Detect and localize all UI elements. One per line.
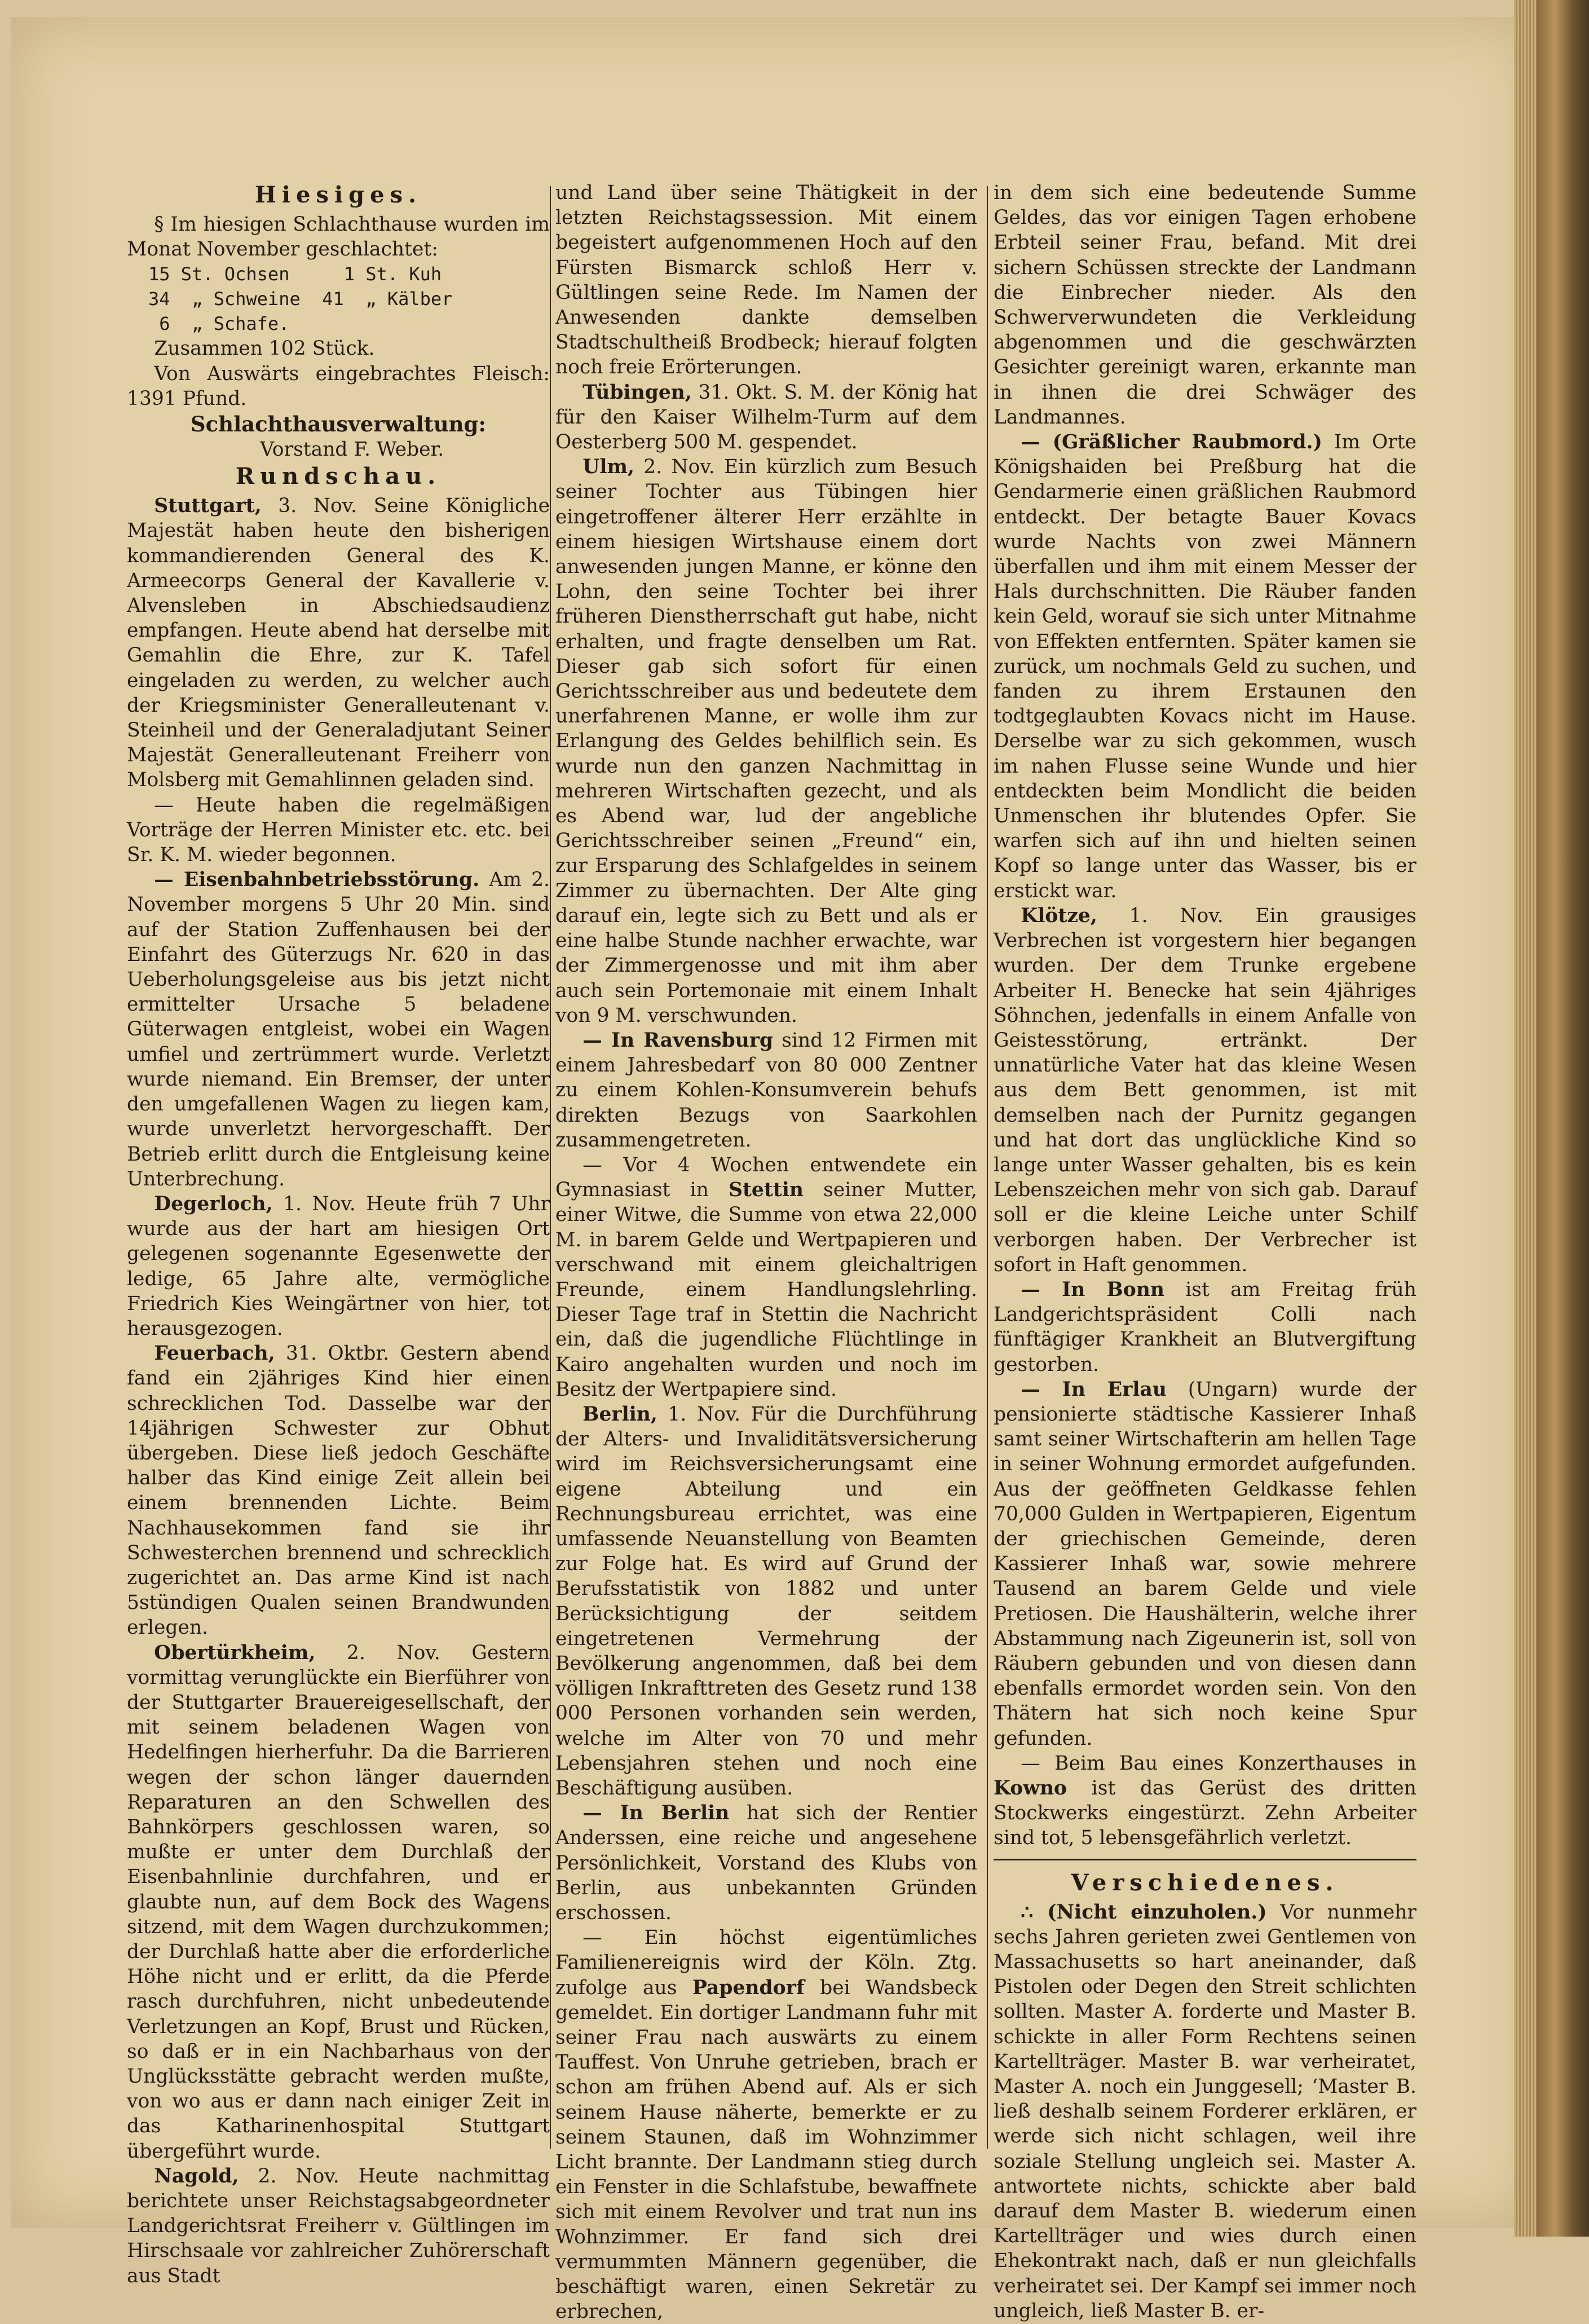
dateline: — Eisenbahnbetriebsstörung. [154, 868, 480, 892]
article-body: ist das Gerüst des dritten Stockwerks eingestürzt. Zehn Arbeiter sind tot, 5 lebensgefährlich verletzt. [994, 1777, 1416, 1850]
article-eisenbahn [127, 867, 550, 1192]
article-feuerbach [127, 1341, 550, 1640]
column-3 [994, 180, 1416, 2323]
article-ulm [555, 455, 977, 1028]
article-ravensburg [555, 1028, 977, 1153]
dateline: Papendorf [692, 1976, 805, 1999]
article-degerloch [127, 1192, 550, 1341]
dateline: Berlin, [582, 1403, 657, 1426]
dateline: Klötze, [1021, 904, 1097, 927]
article-nicht-einzuholen [994, 1900, 1416, 2323]
book-spine [1537, 0, 1589, 2237]
article-berlin-rentier [555, 1801, 977, 1925]
article-body: Vor nunmehr sechs Jahren gerieten zwei Gentlemen von Massachusetts so hart aneinander, daß Pistolen oder Degen den Streit schlichten sollten. Master A. forderte und Master B. schickte in aller Form Rechtens seinen Kartellträger. Master B. war verheiratet, Master A. noch ein Junggesell; ‘Master B. ließ deshalb seinem Forderer erklären, er werde sich nicht schlagen, weil ihre soziale Stellung ungleich sei. Master A. antwortete nichts, schickte aber bald darauf dem Master B. wiederum einen Kartellträger und wies durch einen Ehekontrakt nach, daß er nun gleichfalls verheiratet sei. Der Kampf sei immer noch ungleich, ließ Master B. er- [994, 1900, 1416, 2322]
article-body: 3. Nov. Seine Königliche Majestät haben heute den bisherigen kommandierenden General des K. Armeecorps General der Kavallerie v. Alvensleben in Abschiedsaudienz empfangen. Heute abend hat derselbe mit Gemahlin die Ehre, zur K. Tafel eingeladen zu werden, zu welcher auch der Kriegsminister Generalleutenant v. Steinheil und der Generaladjutant Seiner Majestät Generalleutenant Freiherr von Molsberg mit Gemahlinnen geladen sind. [127, 495, 550, 792]
imported-meat: Von Auswärts eingebrachtes Fleisch: 1391 Pfund. [127, 362, 550, 410]
article-body: 2. Nov. Heute nachmittag berichtete unser Reichstagsabgeordneter Landgerichtsrat Freiherr v. Gültlingen im Hirschsaale vor zahlreicher Zuhörerschaft aus Stadt [127, 2164, 550, 2287]
article-body: 2. Nov. Gestern vormittag verunglückte ein Bierführer von der Stuttgarter Brauereigesellschaft, der mit seinem beladenen Wagen von Hedelfingen hierherfuhr. Da die Barrieren wegen der schon länger dauernden Reparaturen an den Schwellen des Bahnkörpers geschlossen waren, so mußte er unter dem Durchlaß der Eisenbahnlinie durchfahren, und er glaubte nun, auf dem Bock des Wagens sitzend, mit dem Wagen durchzukommen; der Durchlaß hatte aber die erforderliche Höhe nicht und er erlitt, da die Pferde rasch durchfuhren, nicht unbedeutende Verletzungen an Kopf, Brust und Rücken, so daß er in ein Nachbarhaus von der Unglücksstätte gebracht werden mußte, von wo aus er dann nach einiger Zeit in das Katharinenhospital Stuttgart übergeführt wurde. [127, 1641, 550, 2163]
dateline: Tübingen, [582, 381, 692, 404]
dateline: Ulm, [582, 456, 635, 479]
slaughter-table [127, 262, 550, 336]
article-body: bei Wandsbeck gemeldet. Ein dortiger Landmann fuhr mit seiner Frau nach auswärts zu einem Tauffest. Von Unruhe getrieben, brach er schon am frühen Abend auf. Als er sich seinem Hause näherte, bemerkte er zu seinem Staunen, daß im Wohnzimmer Licht brannte. Der Landmann stieg durch ein Fenster in die Schlafstube, bewaffnete sich mit einem Revolver und trat nun ins Wohnzimmer. Er fand sich drei vermummten Männern gegenüber, die beschäftigt waren, einen Sekretär zu erbrechen, [555, 1976, 977, 2323]
dateline: — In Bonn [1021, 1278, 1164, 1301]
dateline: Nagold, [154, 2164, 239, 2188]
section-heading-verschiedenes: Verschiedenes. [1071, 1869, 1339, 1896]
article-raubmord [994, 430, 1416, 903]
article-body: (Ungarn) wurde der pensionierte städtische Kassierer Inhaß samt seiner Wirtschafterin am hellen Tage in seiner Wohnung ermordet aufgefunden. Aus der geöffneten Geldkasse fehlen 70,000 Gulden in Wertpapieren, Eigentum der griechischen Gemeinde, deren Kassierer Inhaß war, sowie mehrere Tausend an barem Gelde und viele Pretiosen. Die Haushälterin, welche ihrer Abstammung nach Zigeunerin ist, soll von Räubern gebunden und von diesen dann ebenfalls ermordet worden sein. Von den Thätern hat sich noch keine Spur gefunden. [994, 1378, 1417, 1750]
article-nagold [127, 2164, 550, 2288]
article-papendorf-cont: in dem sich eine bedeutende Summe Geldes, das vor einigen Tagen erhobene Erbteil seiner Frau, befand. Mit drei sichern Schüssen streckte der Landmann die Einbrecher nieder. Als den Schwerverwundeten die Verkleidung abgenommen und die geschwärzten Gesichter gereinigt waren, erkannte man in ihnen die drei Schwäger des Landmannes. [994, 182, 1416, 429]
article-body: hat sich der Rentier Anderssen, eine reiche und angesehene Persönlichkeit, Vorstand des Klubs von Berlin, aus unbekannten Gründen erschossen. [555, 1802, 977, 1925]
dateline: ∴ (Nicht einzuholen.) [1021, 1900, 1267, 1924]
article-body: Im Orte Königshaiden bei Preßburg hat die Gendarmerie einen gräßlichen Raubmord entdeckt. Der betagte Bauer Kovacs wurde Nachts von zwei Männern überfallen und ihm mit einem Messer der Hals durchschnitten. Die Räuber fanden kein Geld, worauf sie sich unter Mitnahme von Effekten entfernten. Später kamen sie zurück, um nochmals Geld zu suchen, und fanden zu ihrem Erstaunen den todtgeglaubten Kovacs nicht im Hause. Derselbe war zu sich gekommen, wusch im nahen Flusse seine Wunde und hier entdeckten beim Mondlicht die beiden Unmenschen ihr blutendes Opfer. Sie warfen sich auf ihn und hielten seinen Kopf so lange unter das Wasser, bis er erstickt war. [994, 431, 1416, 902]
dateline: — In Erlau [1021, 1378, 1167, 1401]
dateline: Obertürkheim, [154, 1641, 316, 1664]
article-body: 2. Nov. Ein kürzlich zum Besuch seiner Tochter aus Tübingen hier eingetroffener älterer Herr erzählte in einem hiesigen Wirtshause einem dort anwesenden jungen Manne, er könne den Lohn, den seine Tochter bei ihrer früheren Dienstherrschaft gut habe, nicht erhalten, und fragte denselben um Rat. Dieser gab sich sofort für einen Gerichtsschreiber aus und bedeutete dem unerfahrenen Manne, er wolle ihm zur Erlangung des Geldes behilflich sein. Es wurde nun den ganzen Nachmittag in mehreren Wirtschaften gezecht, und als es Abend war, lud der angebliche Gerichtsschreiber seinen „Freund“ ein, zur Ersparung des Schlafgeldes in seinem Zimmer zu übernachten. Der Alte ging darauf ein, legte sich zu Bett und als er eine halbe Stunde nachher erwachte, war der Zimmergenosse und mit ihm aber auch sein Portemonaie mit einem Inhalt von 9 M. verschwunden. [555, 456, 977, 1027]
article-body: 31. Okt. S. M. der König hat für den Kaiser Wilhelm-Turm auf dem Oesterberg 500 M. gespendet. [555, 381, 977, 454]
dateline: Stettin [729, 1179, 804, 1202]
article-body: sind 12 Firmen mit einem Jahresbedarf von 80 000 Zentner zu einem Kohlen-Konsumverein behufs direkten Bezugs von Saarkohlen zusammengetreten. [555, 1029, 977, 1152]
article-body: seiner Mutter, einer Witwe, die Summe von etwa 22,000 M. in barem Gelde und Wertpapieren und verschwand mit einem gleichaltrigen Freunde, einem Handlungslehrling. Dieser Tage traf in Stettin die Nachricht ein, daß die jugendliche Flüchtlinge in Kairo angehalten wurden und noch im Besitz der Wertpapiere sind. [555, 1179, 977, 1401]
dateline: — In Ravensburg [582, 1029, 774, 1052]
article-body: — Ein höchst eigentümliches Familienereignis wird der Köln. Ztg. zufolge aus [555, 1926, 977, 1999]
table-row: 6 „ Schafe. [148, 313, 290, 335]
column-rule-2 [987, 186, 988, 2149]
article-kloetze [994, 903, 1416, 1277]
article-body: — Vor 4 Wochen entwendete ein Gymnasiast in [555, 1153, 977, 1202]
table-row: 15 St. Ochsen 1 St. Kuh [148, 263, 442, 285]
article-erlau [994, 1377, 1416, 1751]
dateline: — (Gräßlicher Raubmord.) [1021, 431, 1322, 454]
column-1 [127, 180, 550, 2288]
article-body: — Beim Bau eines Konzerthauses in [1021, 1752, 1416, 1775]
article-stuttgart [127, 493, 550, 792]
section-heading-rundschau: Rundschau. [235, 463, 442, 490]
dateline: Stuttgart, [154, 495, 262, 518]
article-stettin [555, 1153, 977, 1402]
table-row: 34 „ Schweine 41 „ Kälber [148, 288, 453, 310]
section-heading-hiesiges: Hiesiges. [254, 182, 422, 208]
article-body: Am 2. November morgens 5 Uhr 20 Min. sind auf der Station Zuffenhausen bei der Einfahrt des Güterzugs Nr. 620 in das Ueberholungsgeleise aus bis jetzt nicht ermittelter Ursache 5 beladene Güterwagen entgleist, wobei ein Wagen umfiel und zertrümmert wurde. Verletzt wurde niemand. Ein Bremser, der unter den umgefallenen Wagen zu liegen kam, wurde unverletzt hervorgeschafft. Der Betrieb erlitt durch die Entgleisung keine Unterbrechung. [127, 868, 550, 1190]
column-2 [555, 180, 977, 2324]
article-body: 1. Nov. Ein grausiges Verbrechen ist vorgestern hier begangen wurden. Der dem Trunke ergebene Arbeiter H. Benecke hat sein 4jähriges Söhnchen, jedenfalls in einem Anfalle von Geistesstörung, ertränkt. Der unnatürliche Vater hat das kleine Wesen aus dem Bett genommen, ist mit demselben nach der Purnitz gegangen und hat dort das unglückliche Kind so lange unter Wasser gehalten, bis es kein Lebenszeichen mehr von sich gab. Darauf soll er die kleine Leiche unter Schilf verborgen haben. Der Verbrecher ist sofort in Haft genommen. [994, 904, 1416, 1276]
article-vortraege: — Heute haben die regelmäßigen Vorträge der Herren Minister etc. etc. bei Sr. K. M. wieder begonnen. [127, 793, 550, 867]
article-schlachthaus-intro: § Im hiesigen Schlachthause wurden im Monat November geschlachtet: [127, 213, 550, 261]
article-body: 1. Nov. Für die Durchführung der Alters- und Invaliditätsversicherung wird im Reichsversicherungsamt eine eigene Abteilung und ein Rechnungsbureau errichtet, was eine umfassende Neuanstellung von Beamten zur Folge hat. Es wird auf Grund der Berufsstatistik von 1882 und unter Berücksichtigung der seitdem eingetretenen Vermehrung der Bevölkerung angenommen, daß bei dem völligen Inkrafttreten des Gesetz rund 138 000 Personen vorhanden sein werden, welche im Alter von 70 und mehr Lebensjahren stehen und noch eine Beschäftigung ausüben. [555, 1403, 977, 1800]
column-rule-1 [550, 186, 551, 2149]
section-divider [994, 1859, 1416, 1860]
article-obertuerkheim [127, 1641, 550, 2164]
article-kowno [994, 1751, 1416, 1851]
dateline: Kowno [994, 1777, 1067, 1800]
article-body: ist am Freitag früh Landgerichtspräsident Colli nach fünftägiger Krankheit an Blutvergiftung gestorben. [994, 1278, 1416, 1376]
article-tuebingen [555, 380, 977, 455]
article-body: 1. Nov. Heute früh 7 Uhr wurde aus der hart am hiesigen Ort gelegenen sogenannte Egesenwette der ledige, 65 Jahre alte, vermögliche Friedrich Kies Weingärtner von hier, tot herausgezogen. [127, 1192, 550, 1340]
dateline: Degerloch, [154, 1192, 273, 1215]
article-bonn [994, 1277, 1416, 1377]
article-nagold-cont: und Land über seine Thätigkeit in der letzten Reichstagssession. Mit einem begeistert aufgenommenen Hoch auf den Fürsten Bismarck schloß Herr v. Gültlingen seine Rede. Im Namen der Anwesenden dankte demselben Stadtschultheiß Brodbeck; hierauf folgten noch freie Erörterungen. [555, 182, 977, 379]
administration-title: Schlachthausverwaltung: [190, 412, 487, 437]
dateline: Feuerbach, [154, 1342, 275, 1365]
dateline: — In Berlin [582, 1802, 730, 1825]
slaughter-total: Zusammen 102 Stück. [154, 337, 375, 360]
administration-head: Vorstand F. Weber. [260, 438, 444, 461]
article-berlin [555, 1402, 977, 1801]
article-body: 31. Oktbr. Gestern abend fand ein 2jähriges Kind hier einen schrecklichen Tod. Dasselbe war der 14jährigen Schwester zur Obhut übergeben. Diese ließ jedoch Geschäfte halber das Kind einige Zeit allein bei einem brennenden Lichte. Beim Nachhausekommen fand sie ihr Schwesterchen brennend und schrecklich zugerichtet an. Das arme Kind ist nach 5stündigen Qualen seinen Brandwunden erlegen. [127, 1342, 550, 1639]
article-papendorf [555, 1925, 977, 2324]
book-page-edges [1514, 0, 1537, 2237]
